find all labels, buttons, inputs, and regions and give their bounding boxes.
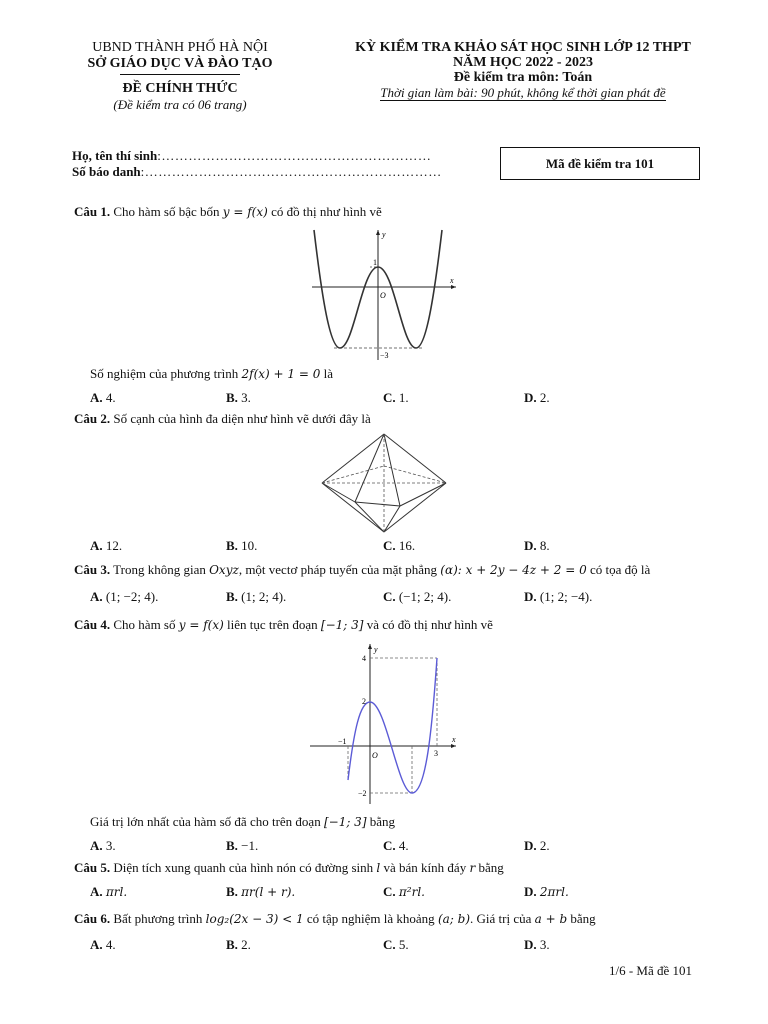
subject: Đề kiểm tra môn: Toán (453, 70, 593, 85)
q1-y-arrow (376, 230, 380, 235)
q4-option-a[interactable]: A. 3. (90, 838, 116, 853)
q4-tick-2: 2 (362, 697, 366, 706)
q1-x-label: x (450, 276, 454, 285)
q1-tick-bottom: −3 (380, 351, 389, 360)
question-4-sub: Giá trị lớn nhất của hàm số đã cho trên đoạn [−1; 3] bằng (90, 814, 396, 829)
q1-graph (310, 228, 460, 362)
q1-option-d[interactable]: D. 2. (524, 390, 550, 405)
question-4: Câu 4. Cho hàm số y = f(x) liên tục trên đoạn [−1; 3] và có đồ thị như hình vẽ (74, 617, 493, 632)
q4-x-arrow (451, 744, 456, 748)
candidate-id-line (72, 164, 442, 180)
q4-graph (306, 640, 462, 808)
id-field: :………………………………………………………… (140, 164, 442, 179)
q6-option-b[interactable]: B. 2. (226, 937, 251, 952)
q6-option-d[interactable]: D. 3. (524, 937, 550, 952)
q4-tick-right: 3 (434, 749, 438, 758)
q2-polyhedron (318, 430, 450, 536)
q1-origin: O (380, 291, 386, 300)
q1-x-arrow (451, 285, 456, 289)
dept-name: UBND THÀNH PHỐ HÀ NỘI (92, 40, 268, 55)
q2-option-d[interactable]: D. 8. (524, 538, 550, 553)
q4-option-d[interactable]: D. 2. (524, 838, 550, 853)
question-6: Câu 6. Bất phương trình log₂(2x − 3) < 1 có tập nghiệm là khoảng (a; b). Giá trị của a + b bằng (74, 911, 596, 926)
q4-tick-m2: −2 (358, 789, 367, 798)
q6-option-c[interactable]: C. 5. (383, 937, 409, 952)
school-year: NĂM HỌC 2022 - 2023 (453, 55, 593, 70)
official-label: ĐỀ CHÍNH THỨC (122, 81, 238, 96)
q5-option-d[interactable]: D. 2πrl. (524, 884, 569, 899)
question-2: Câu 2. Số cạnh của hình đa diện như hình vẽ dưới đây là (74, 411, 371, 426)
id-label: Số báo danh (72, 164, 141, 179)
header-divider (120, 74, 240, 75)
q4-x-label: x (452, 735, 456, 744)
q4-curve (348, 658, 437, 793)
q6-option-a[interactable]: A. 4. (90, 937, 116, 952)
question-3: Câu 3. Trong không gian Oxyz, một vectơ pháp tuyến của mặt phẳng (α): x + 2y − 4z + 2 = 0 có tọa độ là (74, 562, 651, 577)
q5-option-c[interactable]: C. π²rl. (383, 884, 425, 899)
pages-note: (Đề kiểm tra có 06 trang) (113, 97, 247, 112)
q1-tick-top: 1 (373, 258, 377, 267)
header-left (60, 40, 300, 113)
exam-title: KỲ KIỂM TRA KHẢO SÁT HỌC SINH LỚP 12 THPT (355, 40, 691, 55)
q2-option-b[interactable]: B. 10. (226, 538, 258, 553)
name-field: :…………………………………………………… (157, 148, 432, 163)
q4-y-arrow (368, 644, 372, 649)
q1-y-label: y (382, 230, 386, 239)
q1-option-c[interactable]: C. 1. (383, 390, 409, 405)
q5-option-a[interactable]: A. πrl. (90, 884, 128, 899)
question-1-sub: Số nghiệm của phương trình 2f(x) + 1 = 0 là (90, 366, 333, 381)
office-name: SỞ GIÁO DỤC VÀ ĐÀO TẠO (87, 56, 273, 71)
q4-origin: O (372, 751, 378, 760)
page-footer: 1/6 - Mã đề 101 (608, 963, 692, 978)
q5-option-b[interactable]: B. πr(l + r). (226, 884, 296, 899)
q3-option-d[interactable]: D. (1; 2; −4). (524, 589, 593, 604)
question-1: Câu 1. Cho hàm số bậc bốn y = f(x) có đồ thị như hình vẽ (74, 204, 382, 219)
q4-option-c[interactable]: C. 4. (383, 838, 409, 853)
q2-option-a[interactable]: A. 12. (90, 538, 123, 553)
q1-option-a[interactable]: A. 4. (90, 390, 116, 405)
q3-option-c[interactable]: C. (−1; 2; 4). (383, 589, 452, 604)
time-note: Thời gian làm bài: 90 phút, không kể thời gian phát đề (380, 85, 666, 100)
q4-tick-4: 4 (362, 654, 366, 663)
question-5: Câu 5. Diện tích xung quanh của hình nón có đường sinh l và bán kính đáy r bằng (74, 860, 504, 875)
candidate-name-line (72, 148, 431, 164)
q1-option-b[interactable]: B. 3. (226, 390, 251, 405)
q2-option-c[interactable]: C. 16. (383, 538, 416, 553)
header-right (318, 40, 728, 101)
name-label: Họ, tên thí sinh (72, 148, 158, 163)
q4-tick-left: −1 (338, 737, 347, 746)
q3-option-a[interactable]: A. (1; −2; 4). (90, 589, 159, 604)
q4-option-b[interactable]: B. −1. (226, 838, 259, 853)
q3-option-b[interactable]: B. (1; 2; 4). (226, 589, 287, 604)
exam-code-box: Mã đề kiểm tra 101 (500, 147, 700, 180)
q4-y-label: y (374, 645, 378, 654)
